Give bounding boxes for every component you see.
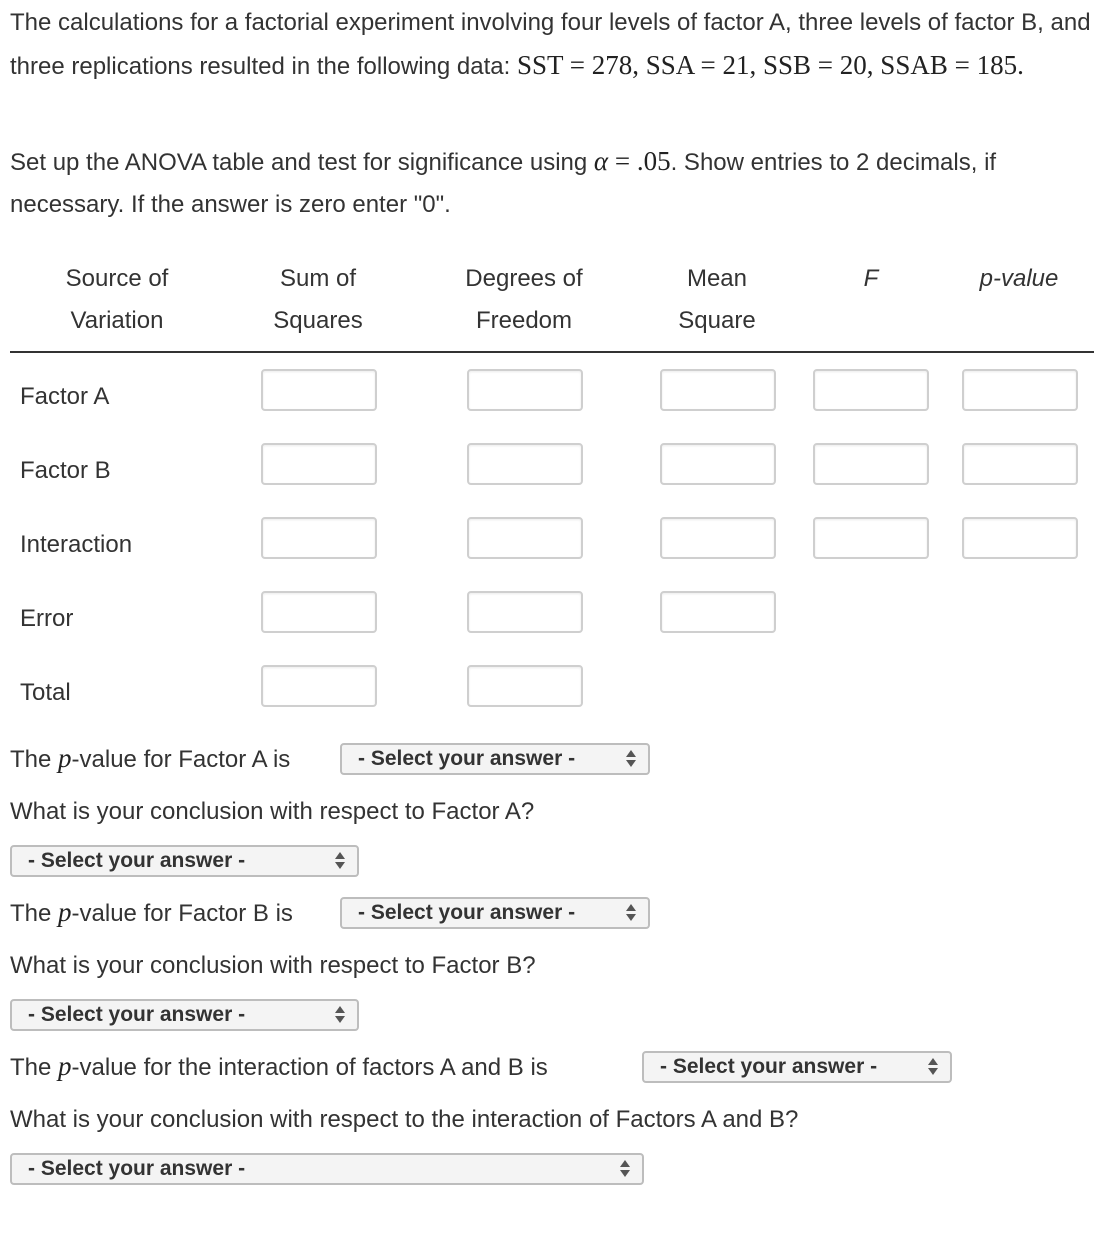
conclusion-factor-a-select[interactable] xyxy=(10,845,359,877)
header-source-line2: Variation xyxy=(70,307,164,334)
p-symbol: p xyxy=(58,743,72,773)
question-prefix: The xyxy=(10,1054,59,1081)
conclusion-factor-b-select[interactable] xyxy=(10,999,359,1031)
conclusion-interaction-question: What is your conclusion with respect to the interaction of Factors A and B? xyxy=(10,1106,799,1133)
factor-b-p-input[interactable] xyxy=(962,443,1078,485)
select-arrows-icon xyxy=(620,1160,630,1178)
separator: , xyxy=(866,50,881,80)
header-df-line2: Freedom xyxy=(475,307,573,334)
row-label-error: Error xyxy=(20,605,74,632)
pvalue-interaction-question xyxy=(10,1049,548,1085)
header-p-value xyxy=(929,258,1108,300)
total-ss-input[interactable] xyxy=(261,665,377,707)
select-placeholder: - Select your answer - xyxy=(358,747,576,770)
question-prefix: The xyxy=(10,746,59,773)
factor-b-df-input[interactable] xyxy=(467,443,583,485)
interaction-ms-input[interactable] xyxy=(660,517,776,559)
conclusion-factor-a-question: What is your conclusion with respect to Factor A? xyxy=(10,798,535,825)
select-arrows-icon xyxy=(928,1058,938,1076)
sst-value: SST = 278 xyxy=(516,50,633,80)
select-placeholder: - Select your answer - xyxy=(28,849,246,872)
p-symbol: p xyxy=(58,897,72,927)
header-ms-line1: Mean xyxy=(686,265,748,292)
question-prefix: The xyxy=(10,900,59,927)
ssb-value: SSB = 20 xyxy=(763,50,867,80)
interaction-f-input[interactable] xyxy=(813,517,929,559)
pvalue-factor-b-label: -value for Factor B is xyxy=(71,900,293,927)
header-divider xyxy=(10,351,1094,353)
header-source xyxy=(27,258,207,342)
factor-a-ss-input[interactable] xyxy=(261,369,377,411)
pvalue-factor-a-question xyxy=(10,741,290,777)
factor-b-ms-input[interactable] xyxy=(660,443,776,485)
period: . xyxy=(1017,50,1024,80)
problem-statement xyxy=(10,2,1100,88)
pvalue-factor-b-select[interactable] xyxy=(340,897,650,929)
ssab-value: SSAB = 185 xyxy=(880,50,1018,80)
p-symbol: p xyxy=(58,1051,72,1081)
header-p-value-text: p-value xyxy=(979,265,1059,292)
header-ms-line2: Square xyxy=(678,307,756,334)
interaction-df-input[interactable] xyxy=(467,517,583,559)
factor-a-df-input[interactable] xyxy=(467,369,583,411)
error-df-input[interactable] xyxy=(467,591,583,633)
header-df-line1: Degrees of xyxy=(465,265,583,292)
header-mean-square xyxy=(627,258,807,342)
select-arrows-icon xyxy=(626,750,636,768)
factor-a-f-input[interactable] xyxy=(813,369,929,411)
header-source-line1: Source of xyxy=(65,265,169,292)
total-df-input[interactable] xyxy=(467,665,583,707)
header-degrees-of-freedom xyxy=(434,258,614,342)
select-arrows-icon xyxy=(626,904,636,922)
row-label-factor-b: Factor B xyxy=(20,457,111,484)
alpha-symbol: α xyxy=(593,146,609,176)
instructions-text-2: . Show entries to 2 decimals, if necessary. If the answer is zero enter "0". xyxy=(10,149,997,218)
separator: , xyxy=(749,50,764,80)
pvalue-factor-a-label: -value for Factor A is xyxy=(71,746,291,773)
ssa-value: SSA = 21 xyxy=(645,50,750,80)
pvalue-factor-a-select[interactable] xyxy=(340,743,650,775)
conclusion-factor-b-question: What is your conclusion with respect to Factor B? xyxy=(10,952,536,979)
error-ms-input[interactable] xyxy=(660,591,776,633)
interaction-p-input[interactable] xyxy=(962,517,1078,559)
row-label-total: Total xyxy=(20,679,71,706)
select-placeholder: - Select your answer - xyxy=(28,1157,246,1180)
select-placeholder: - Select your answer - xyxy=(660,1055,878,1078)
pvalue-interaction-select[interactable] xyxy=(642,1051,952,1083)
error-ss-input[interactable] xyxy=(261,591,377,633)
select-arrows-icon xyxy=(335,1006,345,1024)
select-placeholder: - Select your answer - xyxy=(28,1003,246,1026)
factor-a-p-input[interactable] xyxy=(962,369,1078,411)
header-f: F xyxy=(863,265,879,292)
factor-b-f-input[interactable] xyxy=(813,443,929,485)
pvalue-factor-b-question xyxy=(10,895,293,931)
pvalue-interaction-label: -value for the interaction of factors A and B is xyxy=(71,1054,548,1081)
row-label-interaction: Interaction xyxy=(20,531,133,558)
alpha-value: = .05 xyxy=(608,146,671,176)
select-placeholder: - Select your answer - xyxy=(358,901,576,924)
conclusion-interaction-select[interactable] xyxy=(10,1153,644,1185)
header-ss-line2: Squares xyxy=(273,307,363,334)
instructions-text: Set up the ANOVA table and test for significance using xyxy=(10,149,594,176)
factor-b-ss-input[interactable] xyxy=(261,443,377,485)
instructions xyxy=(10,140,1100,226)
factor-a-ms-input[interactable] xyxy=(660,369,776,411)
header-sum-of-squares xyxy=(228,258,408,342)
select-arrows-icon xyxy=(335,852,345,870)
header-ss-line1: Sum of xyxy=(279,265,357,292)
row-label-factor-a: Factor A xyxy=(20,383,110,410)
interaction-ss-input[interactable] xyxy=(261,517,377,559)
separator: , xyxy=(632,50,646,80)
problem-intro: The calculations for a factorial experiment involving four levels of factor A, three levels of factor B, and three replications resulted in the following data: xyxy=(10,9,1091,80)
